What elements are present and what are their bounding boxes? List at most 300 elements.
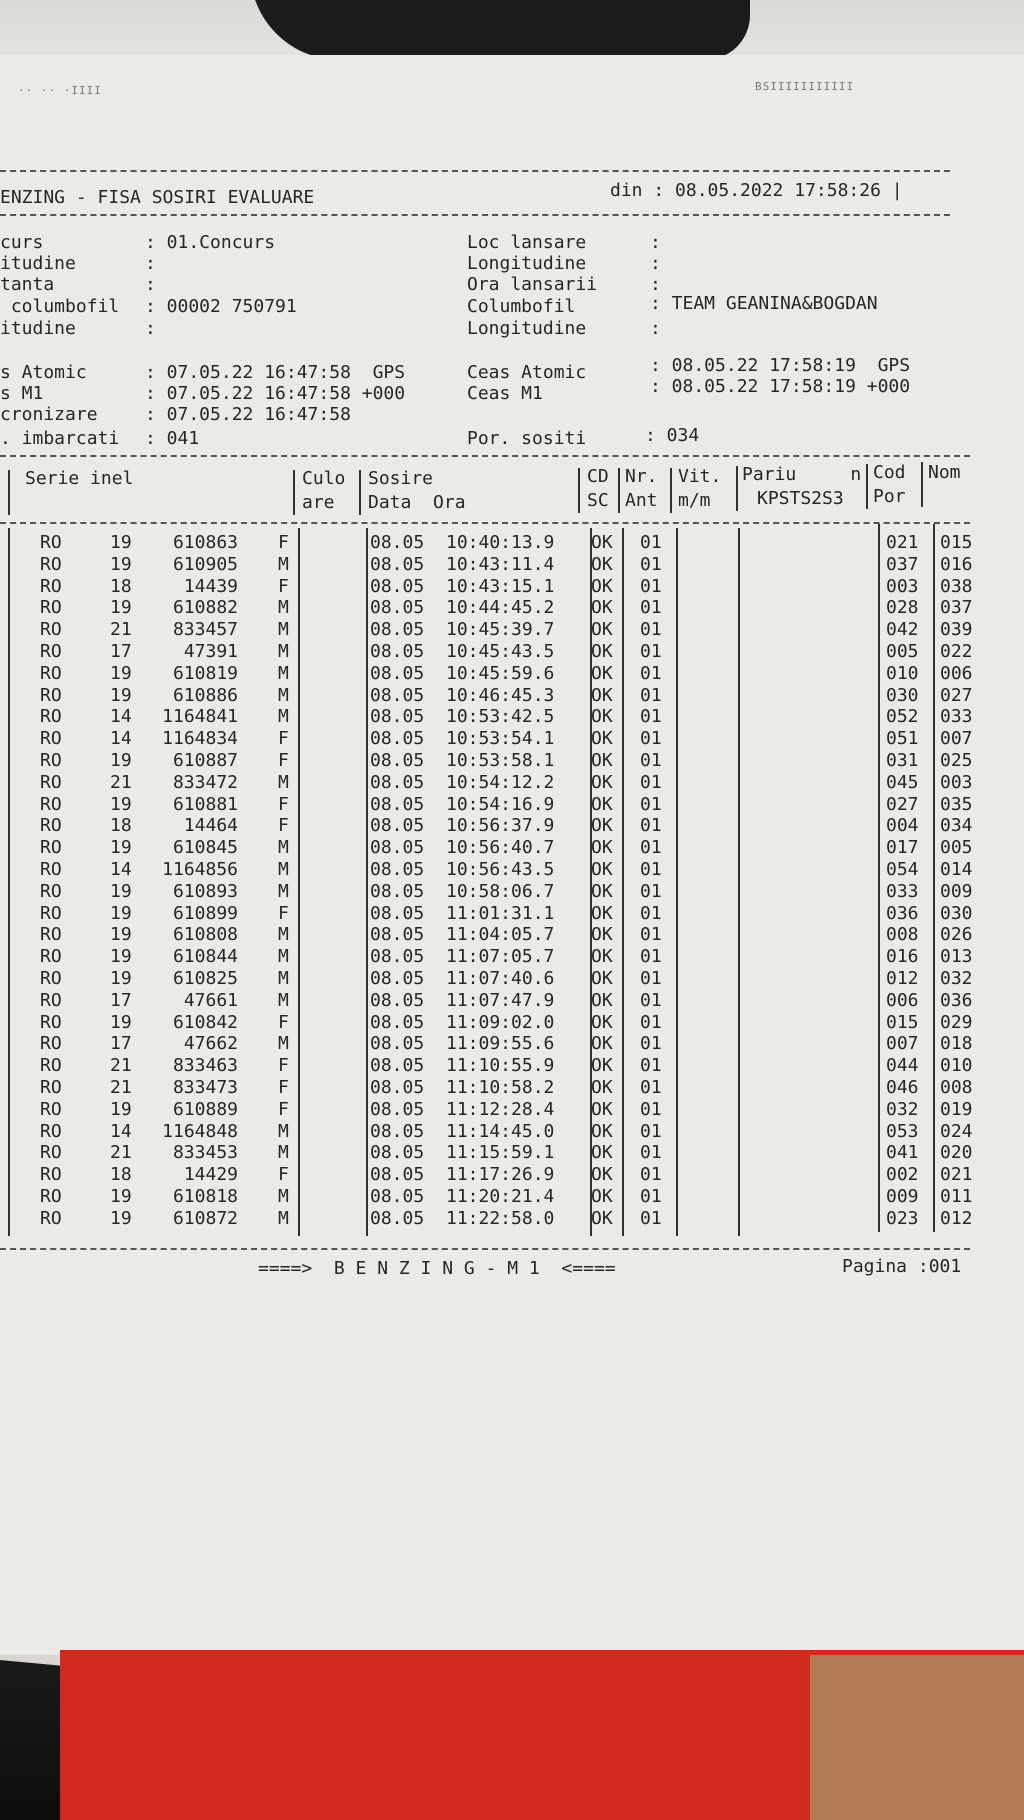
cell-ant: 01 [640,1098,662,1120]
cell-ant: 01 [640,706,662,728]
divider [0,214,950,216]
cell-country: RO [40,575,62,597]
clock-label: Ceas M1 [467,383,543,404]
cell-sex: M [278,640,289,662]
cell-nom: 034 [940,815,973,837]
cell-date: 08.05 [370,967,425,989]
cell-ring: 833453 [172,1142,238,1164]
cell-year: 19 [110,532,132,553]
cell-year: 19 [110,553,132,575]
cell-country: RO [40,597,62,619]
cell-country: RO [40,662,62,684]
cell-time: 11:20:21.4 [446,1185,555,1207]
cell-cd: OK [591,880,613,902]
cell-cod: 015 [886,1011,919,1033]
cell-sex: F [278,1055,289,1077]
cell-cd: OK [591,597,613,619]
table-row [0,815,1024,837]
cell-ring: 610905 [172,553,238,575]
cell-ring: 1164856 [162,858,238,880]
cell-ant: 01 [640,815,662,837]
cell-time: 10:43:11.4 [446,553,555,575]
header-mm: m/m [678,490,711,511]
cell-year: 21 [110,1055,132,1077]
cell-time: 10:45:43.5 [446,640,555,662]
cell-country: RO [40,902,62,924]
cell-country: RO [40,858,62,880]
table-row [0,1142,1024,1164]
cell-time: 11:10:58.2 [446,1076,555,1098]
table-row [0,1033,1024,1055]
cell-year: 19 [110,1185,132,1207]
table-row [0,619,1024,641]
header-kpsts: KPSTS2S3 [757,488,844,509]
cell-cd: OK [591,662,613,684]
info-label: Longitudine [467,318,587,339]
cell-time: 11:09:02.0 [446,1011,555,1033]
cell-ant: 01 [640,575,662,597]
cell-ant: 01 [640,1076,662,1098]
cell-cd: OK [591,1185,613,1207]
cell-nom: 014 [940,858,973,880]
cell-sex: M [278,880,289,902]
cell-sex: M [278,1120,289,1142]
cell-country: RO [40,1033,62,1055]
cell-year: 19 [110,1098,132,1120]
cell-ant: 01 [640,532,662,553]
rule [618,468,620,513]
cell-sex: F [278,728,289,750]
cell-nom: 026 [940,924,973,946]
cell-time: 10:54:12.2 [446,771,555,793]
cell-country: RO [40,946,62,968]
table-row [0,532,1024,554]
cell-nom: 027 [940,684,973,706]
cell-time: 10:56:43.5 [446,858,555,880]
cell-country: RO [40,880,62,902]
cell-time: 11:10:55.9 [446,1055,555,1077]
cell-nom: 006 [940,662,973,684]
cell-nom: 033 [940,706,973,728]
cell-date: 08.05 [370,837,425,859]
cell-ring: 833473 [172,1076,238,1098]
cell-country: RO [40,924,62,946]
cell-nom: 030 [940,902,973,924]
cell-date: 08.05 [370,924,425,946]
cell-ant: 01 [640,858,662,880]
cell-time: 10:54:16.9 [446,793,555,815]
cell-ring: 1164841 [162,706,238,728]
cell-country: RO [40,1055,62,1077]
cell-year: 18 [110,1164,132,1186]
cell-cod: 041 [886,1142,919,1164]
cell-country: RO [40,1011,62,1033]
cell-ant: 01 [640,1011,662,1033]
cell-time: 11:14:45.0 [446,1120,555,1142]
table-row [0,1055,1024,1077]
cell-date: 08.05 [370,575,425,597]
cell-cd: OK [591,1142,613,1164]
cell-ring: 610886 [172,684,238,706]
cell-sex: F [278,575,289,597]
header-culo: Culo [302,468,346,489]
cell-nom: 022 [940,640,973,662]
info-label: Loc lansare [467,232,587,253]
rule [921,462,923,507]
cell-sex: F [278,1011,289,1033]
table-row [0,968,1024,990]
cell-ring: 833472 [172,771,238,793]
info-value: : 01.Concurs [145,232,276,253]
clock-value: : 07.05.22 16:47:58 GPS [145,362,406,383]
cell-date: 08.05 [370,749,425,771]
cell-date: 08.05 [370,880,425,902]
cell-cod: 008 [886,924,919,946]
header-por: Por [873,486,906,507]
cell-cod: 009 [886,1185,919,1207]
cell-ring: 610863 [172,532,238,553]
cell-sex: F [278,902,289,924]
cell-cod: 045 [886,771,919,793]
table-row [0,794,1024,816]
cell-time: 10:53:54.1 [446,728,555,750]
cell-ant: 01 [640,1185,662,1207]
cell-time: 10:58:06.7 [446,880,555,902]
cell-cd: OK [591,902,613,924]
cell-cod: 017 [886,837,919,859]
cell-date: 08.05 [370,946,425,968]
table-row [0,1164,1024,1186]
cell-date: 08.05 [370,684,425,706]
table-row [0,859,1024,881]
cell-ring: 610842 [172,1011,238,1033]
cell-year: 19 [110,837,132,859]
cell-date: 08.05 [370,1120,425,1142]
cell-time: 10:44:45.2 [446,597,555,619]
cell-time: 10:43:15.1 [446,575,555,597]
cell-cod: 032 [886,1098,919,1120]
cell-country: RO [40,706,62,728]
cell-ant: 01 [640,662,662,684]
info-label: curs [0,232,44,253]
info-value: : 00002 750791 [145,296,297,317]
table-row [0,1186,1024,1208]
table-row [0,990,1024,1012]
cell-nom: 038 [940,575,973,597]
cell-cd: OK [591,1076,613,1098]
info-value: : [145,318,156,339]
info-label: tanta [0,274,55,295]
cell-country: RO [40,1185,62,1207]
clock-value: : 08.05.22 17:58:19 GPS [650,355,911,376]
cell-ring: 610881 [172,793,238,815]
cell-time: 11:15:59.1 [446,1142,555,1164]
cell-nom: 029 [940,1011,973,1033]
cell-year: 18 [110,815,132,837]
cell-ant: 01 [640,837,662,859]
cell-cod: 044 [886,1055,919,1077]
header-ant: Ant [625,490,658,511]
cell-ring: 14429 [183,1164,238,1186]
cell-cod: 010 [886,662,919,684]
cell-sex: M [278,967,289,989]
cell-time: 11:07:05.7 [446,946,555,968]
header-cd: CD [587,466,609,487]
cell-cd: OK [591,619,613,641]
cell-time: 10:56:40.7 [446,837,555,859]
cell-cd: OK [591,1164,613,1186]
table-row [0,728,1024,750]
cell-ring: 833457 [172,619,238,641]
cell-ring: 47661 [183,989,238,1011]
table-row [0,837,1024,859]
cell-nom: 018 [940,1033,973,1055]
cell-time: 11:01:31.1 [446,902,555,924]
cell-time: 10:56:37.9 [446,815,555,837]
cell-cod: 003 [886,575,919,597]
cell-ant: 01 [640,553,662,575]
cell-sex: M [278,706,289,728]
cell-date: 08.05 [370,858,425,880]
dark-object [250,0,750,60]
clock-label: s Atomic [0,362,87,383]
cell-date: 08.05 [370,553,425,575]
cell-ring: 610818 [172,1185,238,1207]
cell-cod: 006 [886,989,919,1011]
rule [670,468,672,513]
cell-nom: 010 [940,1055,973,1077]
cell-date: 08.05 [370,793,425,815]
cell-nom: 011 [940,1185,973,1207]
cell-ring: 610889 [172,1098,238,1120]
cell-cd: OK [591,946,613,968]
cell-ring: 610893 [172,880,238,902]
header-data-ora: Data Ora [368,492,466,513]
cell-nom: 024 [940,1120,973,1142]
info-value: : [145,253,156,274]
cell-ring: 610808 [172,924,238,946]
cell-sex: F [278,815,289,837]
cell-ant: 01 [640,1142,662,1164]
page-number: Pagina :001 [842,1256,962,1277]
clock-value: : 08.05.22 17:58:19 +000 [650,376,911,397]
cell-sex: M [278,771,289,793]
cell-country: RO [40,815,62,837]
cell-cod: 046 [886,1076,919,1098]
cell-cd: OK [591,967,613,989]
table-row [0,1121,1024,1143]
table-row [0,1208,1024,1230]
cell-cod: 004 [886,815,919,837]
cell-time: 11:07:47.9 [446,989,555,1011]
cell-time: 11:07:40.6 [446,967,555,989]
cell-sex: M [278,1185,289,1207]
cell-sex: M [278,1207,289,1229]
divider [0,455,970,457]
rule [866,464,868,509]
clock-value: : 07.05.22 16:47:58 +000 [145,383,406,404]
cell-year: 19 [110,1207,132,1229]
header-sc: SC [587,490,609,511]
cell-time: 10:45:59.6 [446,662,555,684]
cell-nom: 009 [940,880,973,902]
cell-date: 08.05 [370,1142,425,1164]
cell-ant: 01 [640,1033,662,1055]
cell-date: 08.05 [370,662,425,684]
cell-cd: OK [591,728,613,750]
cell-cd: OK [591,553,613,575]
divider [0,1248,970,1250]
cell-cod: 042 [886,619,919,641]
header-pariu: Pariu n [742,464,862,485]
cell-nom: 016 [940,553,973,575]
cell-sex: M [278,946,289,968]
cell-ant: 01 [640,619,662,641]
cell-year: 14 [110,728,132,750]
cell-ant: 01 [640,902,662,924]
cell-date: 08.05 [370,989,425,1011]
cell-country: RO [40,1142,62,1164]
cell-country: RO [40,1098,62,1120]
cell-ring: 610844 [172,946,238,968]
table-row [0,881,1024,903]
cell-date: 08.05 [370,728,425,750]
info-label: itudine [0,318,76,339]
cell-cd: OK [591,1033,613,1055]
tan-folder [810,1655,1024,1820]
cell-date: 08.05 [370,1055,425,1077]
cell-country: RO [40,1207,62,1229]
cell-country: RO [40,1120,62,1142]
cell-cd: OK [591,749,613,771]
cell-year: 19 [110,902,132,924]
info-label: Longitudine [467,253,587,274]
cell-nom: 021 [940,1164,973,1186]
cell-year: 19 [110,1011,132,1033]
clock-label: cronizare [0,404,98,425]
cell-date: 08.05 [370,1076,425,1098]
cell-year: 17 [110,640,132,662]
cell-nom: 039 [940,619,973,641]
table-row [0,946,1024,968]
cell-sex: M [278,924,289,946]
clock-label: s M1 [0,383,44,404]
cell-nom: 036 [940,989,973,1011]
clock-label: . imbarcati [0,428,120,449]
cell-cod: 002 [886,1164,919,1186]
table-row [0,641,1024,663]
cell-cd: OK [591,1011,613,1033]
cell-country: RO [40,793,62,815]
divider [0,522,970,524]
cell-nom: 032 [940,967,973,989]
cell-ant: 01 [640,771,662,793]
table-row [0,750,1024,772]
table-row [0,1099,1024,1121]
info-label: Ora lansarii [467,274,598,295]
cell-nom: 012 [940,1207,973,1229]
header-vit: Vit. [678,466,722,487]
cell-year: 19 [110,946,132,968]
table-row [0,772,1024,794]
info-value: : TEAM GEANINA&BOGDAN [650,293,878,314]
cell-ring: 1164834 [162,728,238,750]
cell-ring: 610882 [172,597,238,619]
cell-ant: 01 [640,1120,662,1142]
cell-year: 19 [110,924,132,946]
cell-ring: 610825 [172,967,238,989]
header-nom: Nom [928,462,961,483]
cell-country: RO [40,1164,62,1186]
cell-ant: 01 [640,640,662,662]
cell-country: RO [40,989,62,1011]
cell-year: 14 [110,706,132,728]
cell-ant: 01 [640,946,662,968]
cell-ring: 1164848 [162,1120,238,1142]
cell-year: 17 [110,1033,132,1055]
cell-ant: 01 [640,728,662,750]
cell-country: RO [40,728,62,750]
cell-nom: 019 [940,1098,973,1120]
cell-cod: 016 [886,946,919,968]
cell-nom: 007 [940,728,973,750]
cell-date: 08.05 [370,902,425,924]
cell-cd: OK [591,837,613,859]
cell-cod: 005 [886,640,919,662]
cell-sex: M [278,1033,289,1055]
cell-cd: OK [591,858,613,880]
cell-cod: 053 [886,1120,919,1142]
cell-cod: 028 [886,597,919,619]
table-row [0,597,1024,619]
cell-date: 08.05 [370,640,425,662]
divider [0,170,950,172]
cell-sex: M [278,858,289,880]
cell-year: 21 [110,1142,132,1164]
cell-ring: 14439 [183,575,238,597]
table-row [0,576,1024,598]
cell-ant: 01 [640,989,662,1011]
cell-cod: 027 [886,793,919,815]
table-row [0,685,1024,707]
cell-year: 21 [110,619,132,641]
cell-sex: M [278,553,289,575]
cell-cd: OK [591,575,613,597]
cell-cod: 036 [886,902,919,924]
cell-nom: 035 [940,793,973,815]
cell-nom: 003 [940,771,973,793]
cell-nom: 015 [940,532,973,553]
cell-cd: OK [591,684,613,706]
cell-ant: 01 [640,1055,662,1077]
cell-country: RO [40,619,62,641]
cell-sex: M [278,662,289,684]
cell-sex: M [278,1142,289,1164]
header-sosire: Sosire [368,468,434,489]
table-row [0,1077,1024,1099]
info-value: : [650,318,661,339]
cell-ant: 01 [640,793,662,815]
cell-cd: OK [591,706,613,728]
cell-cd: OK [591,815,613,837]
cell-cd: OK [591,924,613,946]
cell-date: 08.05 [370,532,425,553]
rule [578,468,580,513]
cell-year: 21 [110,1076,132,1098]
cell-year: 19 [110,793,132,815]
cell-cod: 021 [886,532,919,553]
cell-time: 11:12:28.4 [446,1098,555,1120]
